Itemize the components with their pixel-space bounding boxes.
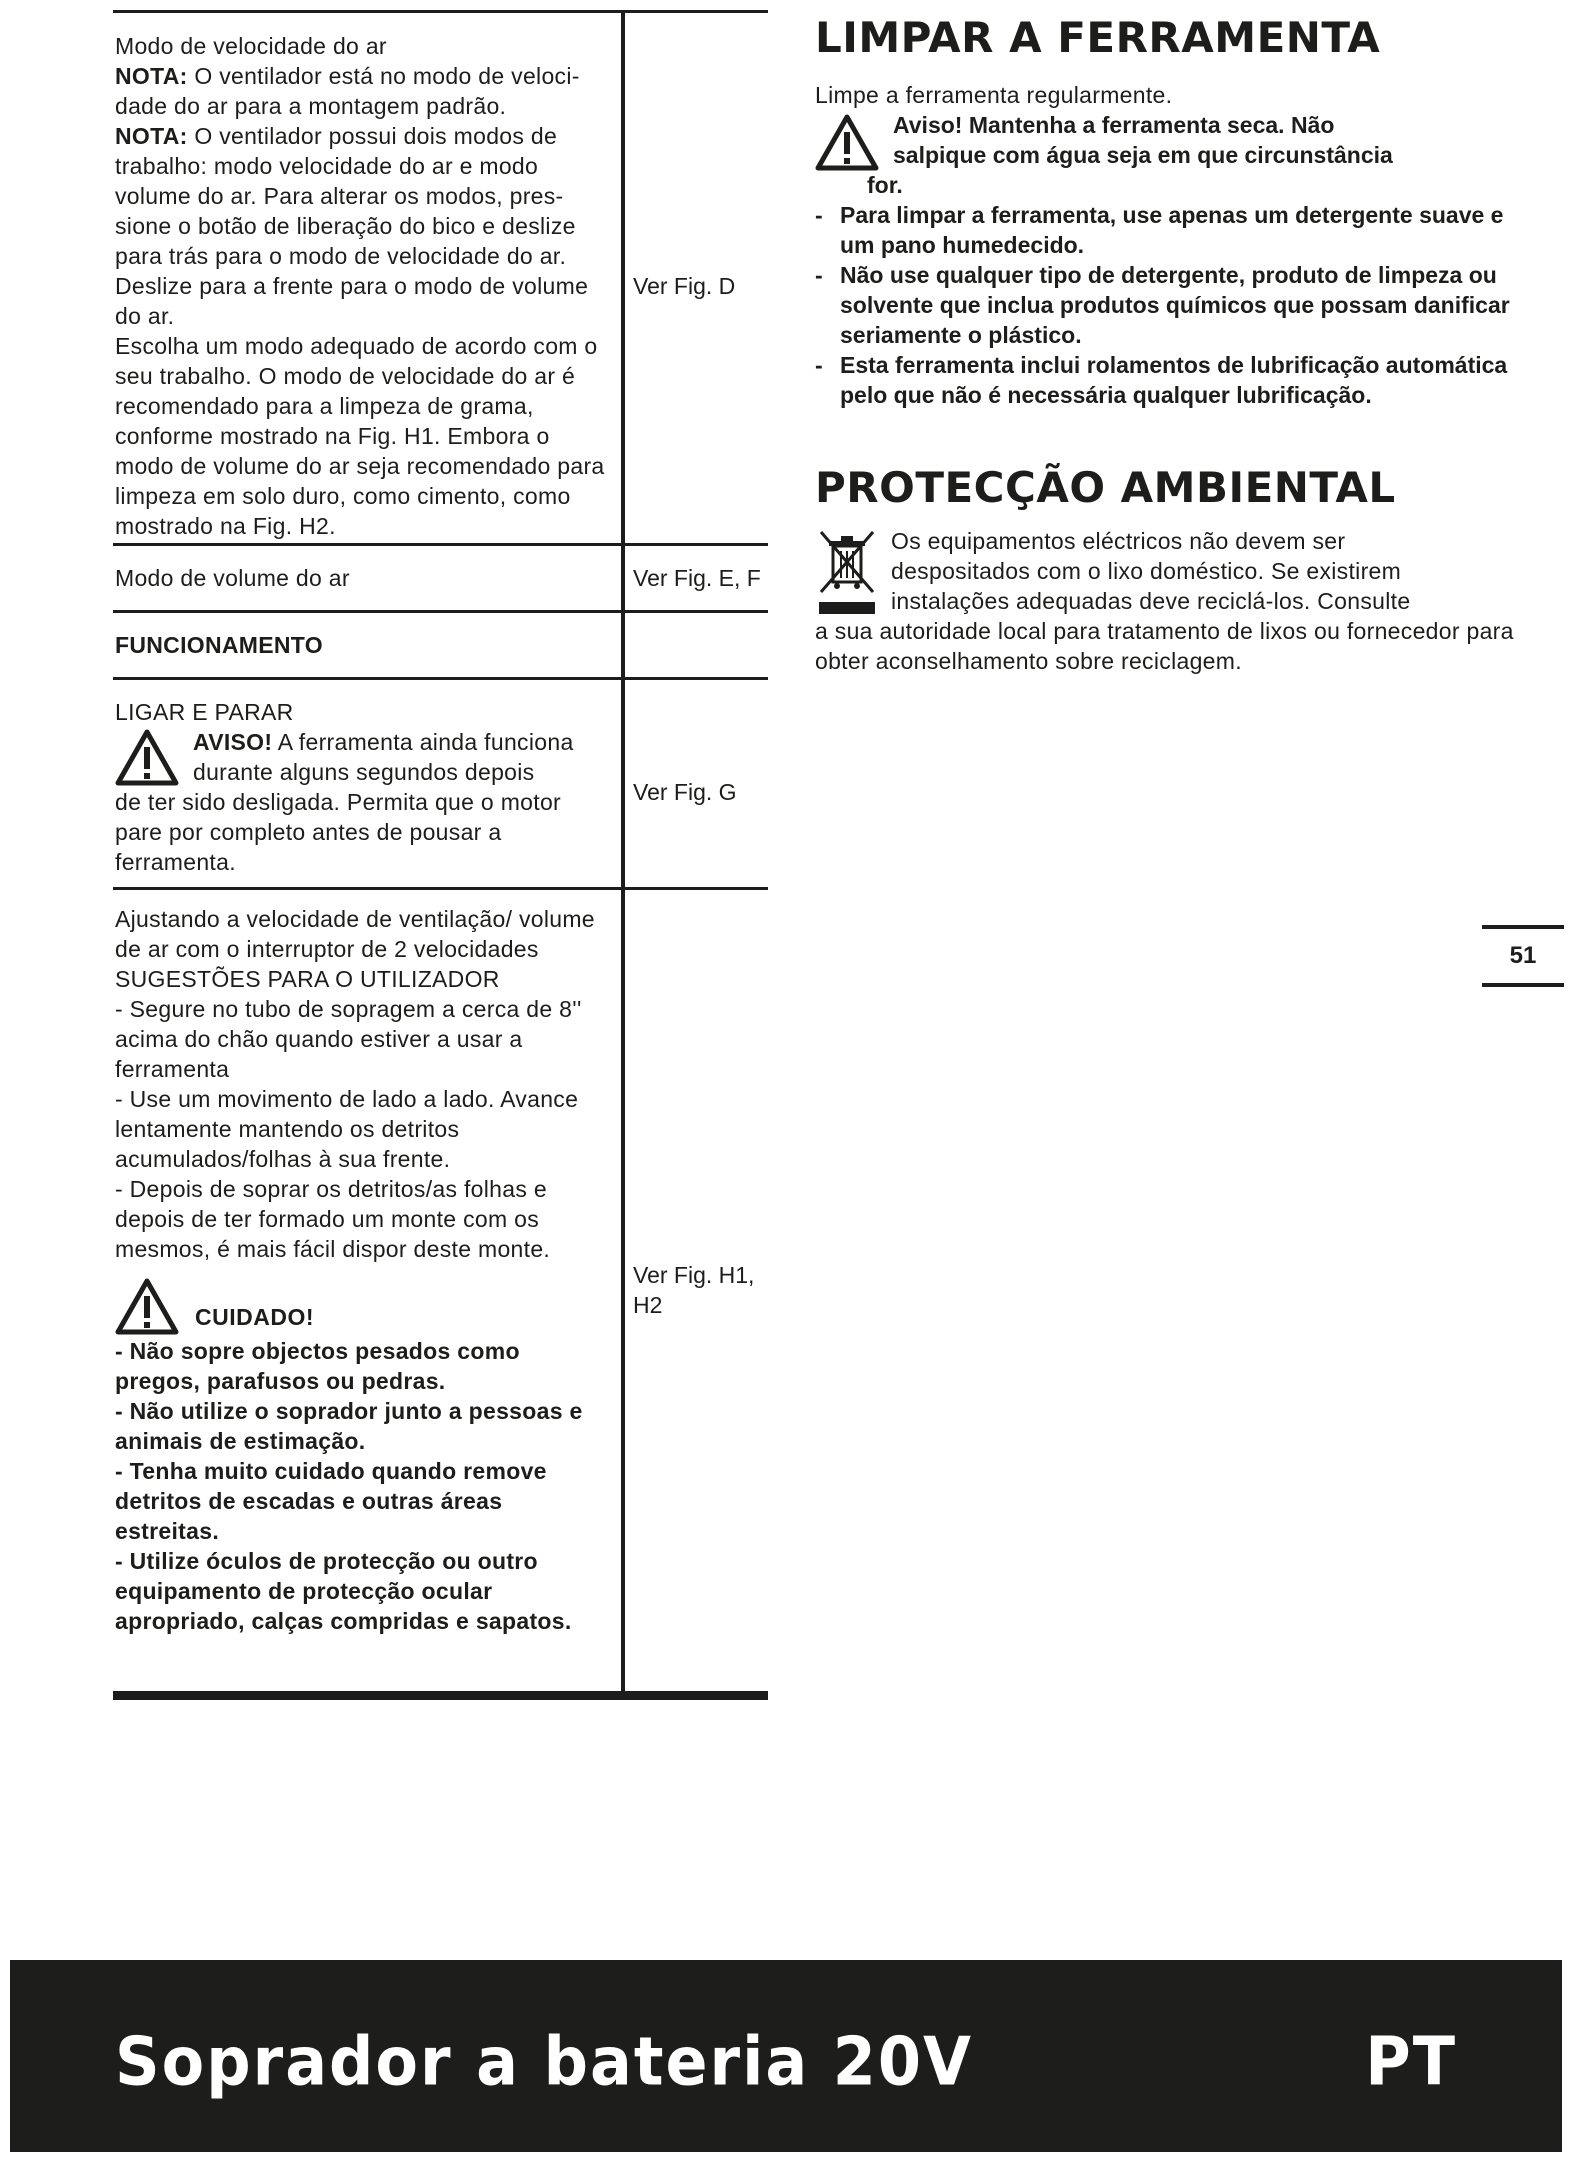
warning-triangle-icon [115, 729, 179, 787]
warning-line: durante alguns segundos depois [193, 759, 535, 785]
row-title: Modo de velocidade do ar [115, 33, 387, 59]
row-figure-ref [625, 546, 768, 610]
bullet-dash: - [815, 202, 823, 228]
right-column [815, 12, 1515, 676]
environment-line: despositados com o lixo doméstico. Se existirem [891, 558, 1402, 584]
row-description [113, 680, 625, 887]
row-description [113, 546, 625, 610]
warning-line: for. [867, 172, 903, 198]
bullet-dash: - [815, 262, 823, 288]
caution-list [115, 1336, 611, 1636]
caution-item: - Tenha muito cuidado quando remove detritos de escadas e outras áreas estreitas. [115, 1458, 547, 1544]
row-figure-ref [625, 890, 768, 1691]
tips-heading: SUGESTÕES PARA O UTILIZADOR [115, 966, 500, 992]
table-row [113, 887, 768, 1700]
note-label: NOTA: [115, 63, 188, 89]
row-description [113, 613, 625, 677]
row-title: LIGAR E PARAR [115, 699, 294, 725]
warning-line: Aviso! Mantenha a ferramenta seca. Não [893, 112, 1335, 138]
cleaning-heading: LIMPAR A FERRAMENTA [815, 13, 1381, 62]
tip-item: - Use um movimento de lado a lado. Avance lentamente mantendo os detritos acumulados/folhas à sua frente. [115, 1086, 579, 1172]
figure-reference: Ver Fig. E, F [633, 565, 761, 591]
row-figure-ref [625, 613, 768, 677]
caution-item: - Não utilize o soprador junto a pessoas e animais de estimação. [115, 1398, 583, 1454]
warning-line [115, 727, 611, 757]
bullet-text: Para limpar a ferramenta, use apenas um detergente suave e um pano humedecido. [840, 202, 1504, 258]
warning-line: salpique com água seja em que circunstância [893, 142, 1393, 168]
warning-triangle-icon [815, 114, 879, 172]
speed-switch-intro: Ajustando a velocidade de ventilação/ volume de ar com o interruptor de 2 velocidades [115, 906, 595, 962]
figure-reference: Ver Fig. G [633, 779, 737, 805]
note-text: O ventilador possui dois modos de trabalho: modo velocidade do ar e modo volume do ar. Para alterar os modos, pres-sione o botão de liberação do bico e deslize para trás para o modo de velocidade do ar. Deslize para a frente para o modo de volume do ar. [115, 123, 589, 329]
cleaning-bullets [815, 200, 1515, 410]
warning-block [115, 727, 611, 877]
warning-line: de ter sido desligada. Permita que o motor pare por completo antes de pousar a ferramenta. [115, 789, 562, 875]
row-figure-ref [625, 680, 768, 887]
list-item [815, 260, 1515, 350]
language-code: PT [1365, 2022, 1457, 2101]
mode-paragraph: Escolha um modo adequado de acordo com o seu trabalho. O modo de velocidade do ar é recomendado para a limpeza de grama, conforme mostrado na Fig. H1. Embora o modo de volume do ar seja recomendado para limpeza em solo duro, como cimento, como mostrado na Fig. H2. [115, 333, 605, 539]
bullet-text: Esta ferramenta inclui rolamentos de lubrificação automática pelo que não é necessária qualquer lubrificação. [840, 352, 1508, 408]
cleaning-warning [815, 110, 1515, 200]
weee-crossed-bin-icon [815, 526, 879, 618]
section-title: FUNCIONAMENTO [115, 632, 323, 658]
footer-bar [10, 1960, 1562, 2152]
bullet-text: Não use qualquer tipo de detergente, produto de limpeza ou solvente que inclua produtos químicos que possam danificar seriamente o plástico. [840, 262, 1510, 348]
tip-item: - Segure no tubo de sopragem a cerca de 8'' acima do chão quando estiver a usar a ferramenta [115, 996, 582, 1082]
warning-triangle-icon [115, 1278, 179, 1336]
warning-text: A ferramenta ainda funciona [272, 729, 574, 755]
bullet-dash: - [815, 352, 823, 378]
caution-block [115, 1278, 611, 1336]
product-title: Soprador a bateria 20V [115, 2022, 974, 2101]
warning-label: AVISO! [193, 729, 273, 755]
table-row [113, 10, 768, 543]
note-paragraph [115, 121, 611, 331]
tip-item: - Depois de soprar os detritos/as folhas e depois de ter formado um monte com os mesmos, é mais fácil dispor deste monte. [115, 1176, 551, 1262]
figure-reference: Ver Fig. H1, H2 [633, 1262, 755, 1318]
environment-line: a sua autoridade local para tratamento de lixos ou fornecedor para obter aconselhamento sobre reciclagem. [815, 618, 1514, 674]
caution-item: - Não sopre objectos pesados como pregos, parafusos ou pedras. [115, 1338, 520, 1394]
instructions-table [113, 10, 768, 1700]
note-text: O ventilador está no modo de veloci-dade do ar para a montagem padrão. [115, 63, 580, 119]
table-row [113, 543, 768, 610]
page-number: 51 [1482, 925, 1564, 987]
caution-item: - Utilize óculos de protecção ou outro equipamento de protecção ocular apropriado, calças compridas e sapatos. [115, 1548, 572, 1634]
row-figure-ref [625, 13, 768, 543]
caution-title: CUIDADO! [195, 1304, 314, 1330]
environment-line: instalações adequadas deve reciclá-los. Consulte [891, 588, 1411, 614]
table-row [113, 677, 768, 887]
environment-heading: PROTECÇÃO AMBIENTAL [815, 463, 1396, 512]
list-item [815, 350, 1515, 410]
note-label: NOTA: [115, 123, 188, 149]
environment-line: Os equipamentos eléctricos não devem ser [891, 528, 1346, 554]
row-title: Modo de volume do ar [115, 565, 350, 591]
list-item [815, 200, 1515, 260]
row-description [113, 13, 625, 543]
table-row [113, 610, 768, 677]
cleaning-intro: Limpe a ferramenta regularmente. [815, 82, 1173, 108]
figure-reference: Ver Fig. D [633, 273, 736, 299]
note-paragraph [115, 61, 611, 121]
row-description [113, 890, 625, 1691]
environment-block [815, 526, 1515, 676]
